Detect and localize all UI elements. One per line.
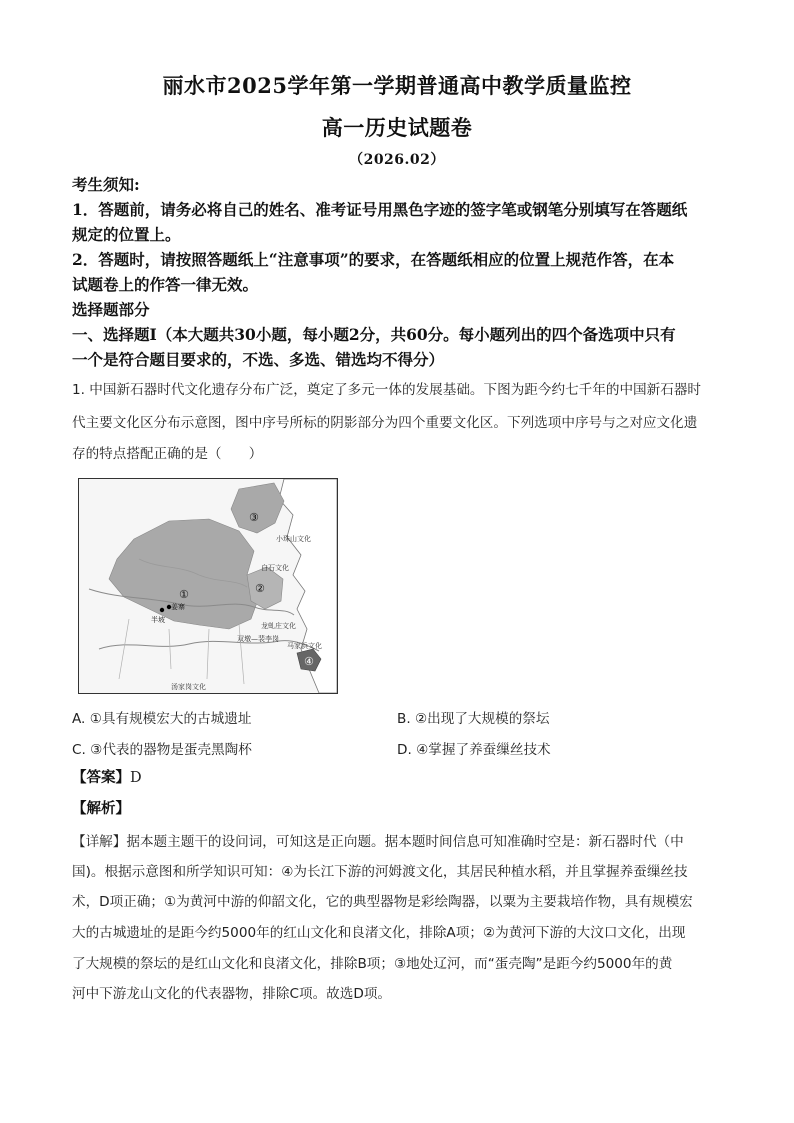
detail-line-5: 了大规模的祭坛的是红山文化和良渚文化，排除B项；③地处辽河，而“蛋壳陶”是距今约5000年的黄 <box>72 956 673 972</box>
map-label-majiabang: 马家浜文化 <box>287 642 322 650</box>
question-1-stem-line-3: 存的特点搭配正确的是（ ） <box>72 446 263 462</box>
part-instruction-line-2: 一个是符合题目要求的，不选、多选、错选均不得分） <box>72 350 445 369</box>
map-label-banpo: 半坡 <box>151 616 165 624</box>
map-number-4: ④ <box>304 655 314 668</box>
notice-item-2-line-1: 2．答题时，请按照答题纸上“注意事项”的要求，在答题纸相应的位置上规范作答，在本 <box>72 250 675 269</box>
map-label-tangjiagang: 汤家岗文化 <box>171 683 206 691</box>
notice-item-2-line-2: 试题卷上的作答一律无效。 <box>72 275 259 294</box>
map-label-jiangzhai: 姜寨 <box>171 603 185 611</box>
exam-title: 丽水市2025学年第一学期普通高中教学质量监控 <box>162 73 632 98</box>
option-d[interactable]: D. ④掌握了养蚕缫丝技术 <box>397 742 551 758</box>
notice-heading: 考生须知: <box>72 175 140 194</box>
notice-item-1-line-1: 1．答题前，请务必将自己的姓名、准考证号用黑色字迹的签字笔或钢笔分别填写在答题纸 <box>72 200 688 219</box>
detail-line-4: 大的古城遗址的是距今约5000年的红山文化和良渚文化，排除A项；②为黄河下游的大汶口文化，出现 <box>72 925 686 941</box>
answer-tag: 【答案】 <box>72 769 130 786</box>
answer-line <box>72 765 732 791</box>
map-label-shuangdun: 双墩—裴李岗 <box>237 635 279 643</box>
question-1-stem-line-2: 代主要文化区分布示意图，图中序号所标的阴影部分为四个重要文化区。下列选项中序号与之对应文化遗 <box>72 415 698 431</box>
part-instruction-line-1: 一、选择题Ⅰ（本大题共30小题，每小题2分，共60分。每小题列出的四个备选项中只有 <box>72 325 676 344</box>
answer-value: D <box>130 770 142 786</box>
map-label-xiaozhushan: 小珠山文化 <box>276 535 311 543</box>
map-number-2: ② <box>255 582 265 595</box>
neolithic-culture-map <box>78 478 338 694</box>
map-number-3: ③ <box>249 511 259 524</box>
map-number-1: ① <box>179 588 189 601</box>
question-1-stem-line-1: 1. 中国新石器时代文化遗存分布广泛，奠定了多元一体的发展基础。下图为距今约七千年的中国新石器时 <box>72 382 702 398</box>
section-heading: 选择题部分 <box>72 300 150 319</box>
detail-line-2: 国)。根据示意图和所学知识可知：④为长江下游的河姆渡文化，其居民种植水稻，并且掌握养蚕缫丝技 <box>72 864 688 880</box>
detail-line-6: 河中下游龙山文化的代表器物，排除C项。故选D项。 <box>72 986 392 1002</box>
map-graphic <box>79 479 337 693</box>
map-label-baishi: 白石文化 <box>261 564 289 572</box>
option-a[interactable]: A. ①具有规模宏大的古城遗址 <box>72 711 252 727</box>
detail-line-1: 【详解】据本题主题干的设问词，可知这是正向题。据本题时间信息可知准确时空是：新石器时代（中 <box>72 834 684 850</box>
option-c[interactable]: C. ③代表的器物是蛋壳黑陶杯 <box>72 742 252 758</box>
map-label-longqiuzhuang: 龙虬庄文化 <box>261 622 296 630</box>
option-b[interactable]: B. ②出现了大规模的祭坛 <box>397 711 550 727</box>
detail-line-3: 术，D项正确；①为黄河中游的仰韶文化，它的典型器物是彩绘陶器，以粟为主要栽培作物，具有规模宏 <box>72 894 693 910</box>
analysis-tag: 【解析】 <box>72 800 130 817</box>
notice-item-1-line-2: 规定的位置上。 <box>72 225 181 244</box>
exam-subtitle: 高一历史试题卷 <box>321 115 473 140</box>
exam-date: （2026.02） <box>349 152 445 168</box>
